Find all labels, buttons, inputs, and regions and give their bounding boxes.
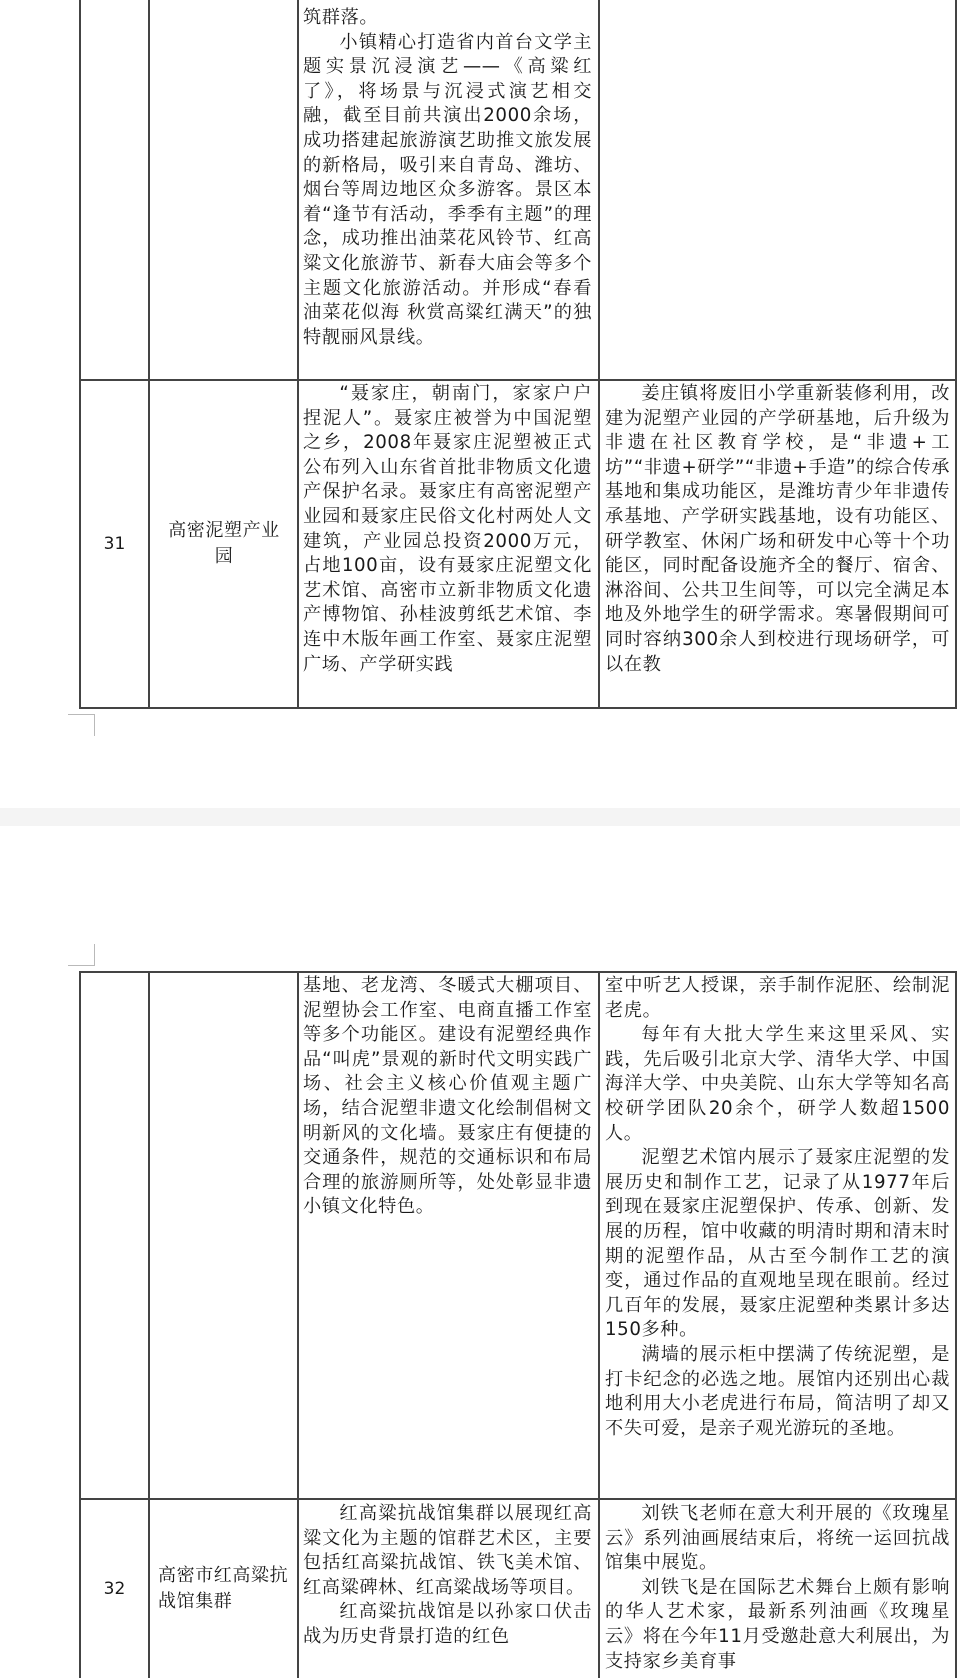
row31-features-cell xyxy=(605,382,950,706)
page-corner-mark xyxy=(94,714,95,736)
row31-features-continued xyxy=(605,974,950,1496)
paragraph: 红高粱抗战馆集群以展现红高粱文化为主题的馆群艺术区，主要包括红高粱抗战馆、铁飞美术馆、红高粱碑林、红高粱战场等项目。 xyxy=(303,1503,592,1598)
table-rule xyxy=(598,0,600,708)
document-page-1 xyxy=(0,0,960,808)
row31-description-cell xyxy=(303,382,592,706)
row32-description-cell xyxy=(303,1502,592,1678)
paragraph: 刘铁飞是在国际艺术舞台上颇有影响的华人艺术家，最新系列油画《玫瑰星云》将在今年11月受邀赴意大利展出，为支持家乡美育事 xyxy=(605,1576,950,1672)
row32-number-cell xyxy=(81,1500,148,1678)
paragraph: 满墙的展示柜中摆满了传统泥塑，是打卡纪念的必选之地。展馆内还别出心裁地利用大小老虎进行布局，简洁明了却又不失可爱，是亲子观光游玩的圣地。 xyxy=(605,1343,950,1439)
table-rule xyxy=(297,971,299,1678)
page-corner-mark xyxy=(68,714,95,715)
paragraph: 泥塑艺术馆内展示了聂家庄泥塑的发展历史和制作工艺，记录了从1977年后到现在聂家庄泥塑保护、传承、创新、发展的历程，馆中收藏的明清时期和清末时期的泥塑作品，从古至今制作工艺的演变，通过作品的直观地呈现在眼前。经过几百年的发展，聂家庄泥塑种类累计多达150多种。 xyxy=(605,1147,950,1341)
row32-features-cell xyxy=(605,1502,950,1678)
table-rule xyxy=(148,0,150,708)
row31-description-continued xyxy=(303,974,592,1220)
paragraph: 姜庄镇将废旧小学重新装修利用，改建为泥塑产业园的产学研基地，后升级为非遗在社区教育学校，是“非遗+工坊”“非遗+研学”“非遗+手造”的综合传承基地和集成功能区，是潍坊青少年非遗传承基地、产学研实践基地，设有功能区、研学教室、休闲广场和研发中心等十个功能区，同时配备设施齐全的餐厅、宿舍、淋浴间、公共卫生间等，可以完全满足本地及外地学生的研学需求。寒暑假期间可同时容纳300余人到校进行现场研学，可以在教 xyxy=(605,383,950,675)
table-rule xyxy=(955,0,957,708)
paragraph: 红高粱抗战馆是以孙家口伏击战为历史背景打造的红色 xyxy=(303,1601,592,1647)
page-corner-mark xyxy=(68,965,95,966)
row30-description-cell xyxy=(303,6,592,350)
document-page-2 xyxy=(0,826,960,1678)
row31-number-cell xyxy=(81,381,148,707)
row-number: 31 xyxy=(103,533,126,554)
table-rule xyxy=(79,707,957,709)
row-number: 32 xyxy=(103,1578,126,1599)
paragraph: 每年有大批大学生来这里采风、实践，先后吸引北京大学、清华大学、中国海洋大学、中央美院、山东大学等知名高校研学团队20余个，研学人数超1500人。 xyxy=(605,1024,950,1144)
paragraph: 刘铁飞老师在意大利开展的《玫瑰星云》系列油画展结束后，将统一运回抗战馆集中展览。 xyxy=(605,1503,950,1574)
paragraph: 小镇精心打造省内首台文学主题实景沉浸演艺——《高粱红了》，将场景与沉浸式演艺相交融，截至目前共演出2000余场，成功搭建起旅游演艺助推文旅发展的新格局，吸引来自青岛、潍坊、烟台等周边地区众多游客。景区本着“逢节有活动，季季有主题”的理念，成功推出油菜花风铃节、红高粱文化旅游节、新春大庙会等多个主题文化旅游活动。并形成“春看油菜花似海 秋赏高粱红满天”的独特靓丽风景线。 xyxy=(303,31,592,348)
site-name: 高密市红高粱抗战馆集群 xyxy=(158,1565,289,1612)
paragraph: 室中听艺人授课，亲手制作泥胚、绘制泥老虎。 xyxy=(605,975,950,1021)
row32-name-cell xyxy=(158,1500,290,1678)
site-name: 高密泥塑产业园 xyxy=(168,520,280,567)
table-rule xyxy=(79,971,957,973)
row31-name-cell xyxy=(160,381,288,707)
table-rule xyxy=(148,971,150,1678)
table-rule xyxy=(598,971,600,1678)
paragraph: 基地、老龙湾、冬暖式大棚项目、泥塑协会工作室、电商直播工作室等多个功能区。建设有泥塑经典作品“叫虎”景观的新时代文明实践广场、社会主义核心价值观主题广场，结合泥塑非遗文化绘制倡树文明新风的文化墙。聂家庄有便捷的交通条件，规范的交通标识和布局合理的旅游厕所等，处处彰显非遗小镇文化特色。 xyxy=(303,975,592,1218)
table-rule xyxy=(955,971,957,1678)
paragraph: 筑群落。 xyxy=(303,7,379,28)
paragraph: “聂家庄，朝南门，家家户户捏泥人”。聂家庄被誉为中国泥塑之乡，2008年聂家庄泥塑被正式公布列入山东省首批非物质文化遗产保护名录。聂家庄有高密泥塑产业园和聂家庄民俗文化村两处人文建筑，产业园总投资2000万元，占地100亩，设有聂家庄泥塑文化艺术馆、高密市立新非物质文化遗产博物馆、孙桂波剪纸艺术馆、李连中木版年画工作室、聂家庄泥塑广场、产学研实践 xyxy=(303,383,592,675)
page-corner-mark xyxy=(94,944,95,966)
table-rule xyxy=(297,0,299,708)
